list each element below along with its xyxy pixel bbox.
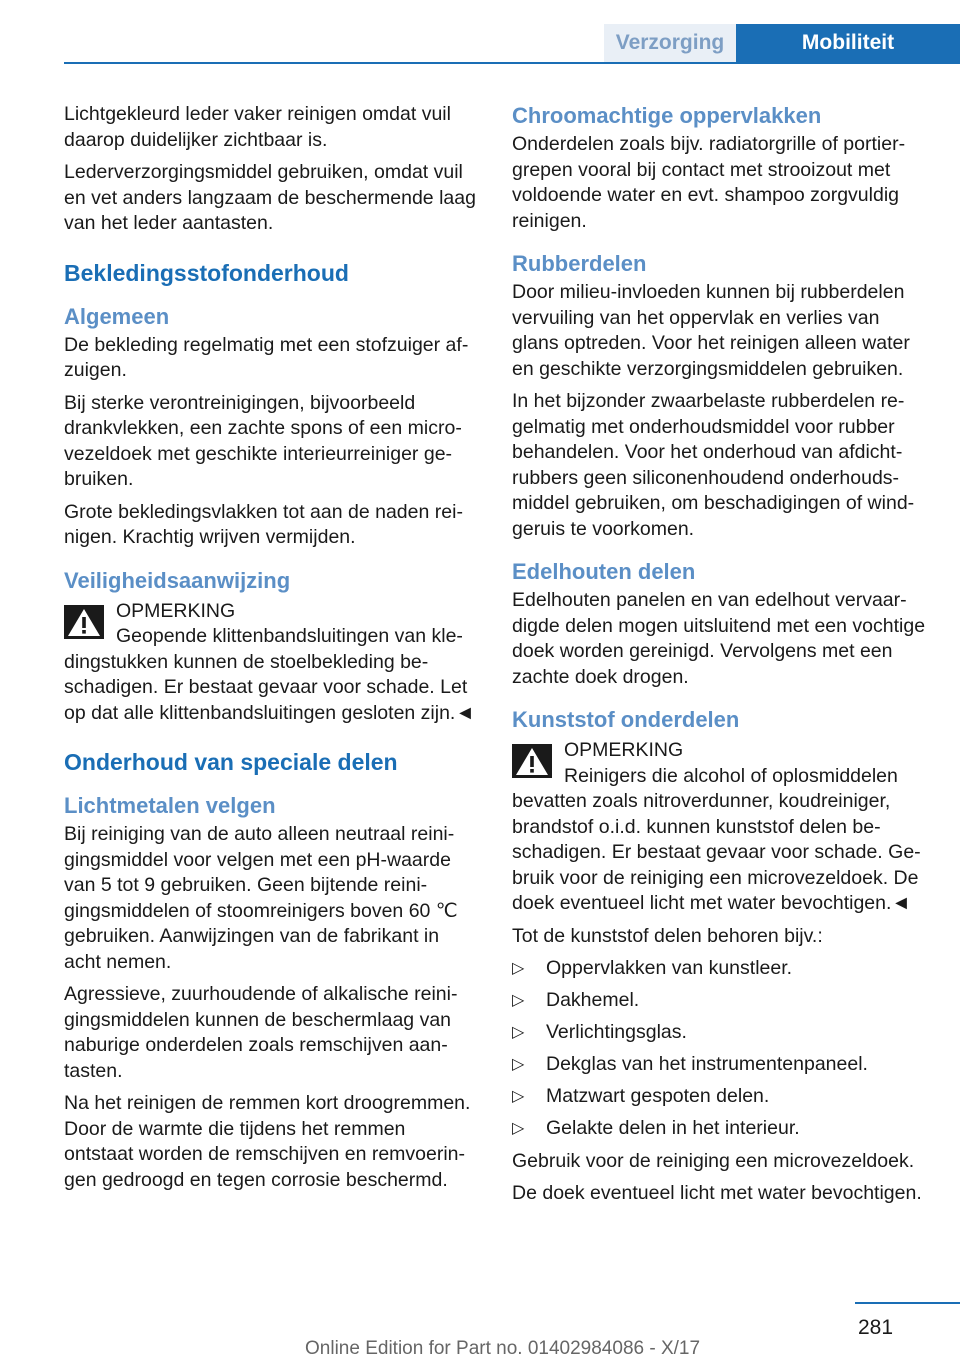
warning-note xyxy=(512,738,926,917)
paragraph: Tot de kunststof delen behoren bijv.: xyxy=(512,924,823,947)
paragraph: Gebruik voor de reiniging een microvezeldoek. xyxy=(512,1149,915,1172)
warning-text: Geopende klittenbandsluitingen van kledingstukken kunnen de stoelbekleding beschadigen. Er bestaat gevaar voor schade. Let op dat alle klittenbandsluitingen gesloten zijn.◄ xyxy=(64,625,475,724)
section-heading-onderhoud: Onderhoud van speciale delen xyxy=(64,749,398,775)
edition-watermark: Online Edition for Part no. 01402984086 - X/17 xyxy=(305,1338,701,1359)
header-divider xyxy=(64,62,960,64)
subheading-veiligheid: Veiligheidsaanwijzing xyxy=(64,567,291,593)
triangle-bullet-icon: ▷ xyxy=(512,1024,525,1042)
triangle-bullet-icon: ▷ xyxy=(512,1120,525,1138)
subheading-lichtmetalen: Lichtmetalen velgen xyxy=(64,793,276,818)
triangle-bullet-icon: ▷ xyxy=(512,992,525,1010)
triangle-bullet-icon: ▷ xyxy=(512,1056,525,1074)
tab-mobiliteit[interactable]: Mobiliteit xyxy=(736,24,960,62)
list-item: ▷ Gelakte delen in het interieur. xyxy=(512,1116,926,1142)
bullet-list xyxy=(512,956,926,1142)
tab-verzorging[interactable]: Verzorging xyxy=(604,24,736,62)
page-number: 281 xyxy=(858,1316,894,1339)
triangle-bullet-icon: ▷ xyxy=(512,1088,525,1106)
paragraph: Lederverzorgingsmiddel gebruiken, omdat vuil en vet anders langzaam de beschermende laag van het leder aantasten. xyxy=(64,161,476,234)
warning-note xyxy=(64,599,478,727)
subheading-rubber: Rubberdelen xyxy=(512,251,647,276)
list-item: ▷ Verlichtingsglas. xyxy=(512,1020,926,1046)
warning-title: OPMERKING xyxy=(116,599,236,622)
warning-title: OPMERKING xyxy=(564,739,684,761)
paragraph: In het bijzonder zwaarbelaste rubberdelen regelmatig met onderhoudsmiddel voor rubber behandelen. Voor het onderhoud van afdichtrubbers geen siliconenhoudend onderhoudsmiddel gebruiken, om beschadigingen of windgeruis te voorkomen. xyxy=(512,390,915,540)
subheading-chroom: Chroomachtige oppervlakken xyxy=(512,103,822,128)
paragraph: Bij reiniging van de auto alleen neutraal reinigingsmiddel voor velgen met een pH-waarde van 5 tot 9 gebruiken. Geen bijtende reinigingsmiddelen of stoomreinigers boven 60 ℃ gebruiken. Aanwijzingen van de fabrikant in acht nemen. xyxy=(64,823,458,973)
right-column xyxy=(512,102,926,1214)
subheading-algemeen: Algemeen xyxy=(64,303,170,329)
left-column xyxy=(64,102,478,1200)
paragraph: Door milieu-invloeden kunnen bij rubberdelen vervuiling van het oppervlak en verlies van glans optreden. Voor het reinigen alleen water en geschikte verzorgingsmiddelen gebruiken. xyxy=(512,281,910,380)
subheading-edelhout: Edelhouten delen xyxy=(512,559,696,584)
paragraph: Na het reinigen de remmen kort droogremmen. Door de warmte die tijdens het remmen ontstaat worden de remschijven en remvoeringen gedroogd en tegen corrosie beschermd. xyxy=(64,1092,471,1191)
paragraph: De doek eventueel licht met water bevochtigen. xyxy=(512,1182,922,1205)
warning-triangle-icon xyxy=(512,744,552,778)
paragraph: Edelhouten panelen en van edelhout vervaardigde delen mogen uitsluitend met een vochtige doek worden gereinigd. Vervolgens met een zachte doek drogen. xyxy=(512,589,926,688)
triangle-bullet-icon: ▷ xyxy=(512,960,525,977)
paragraph: Onderdelen zoals bijv. radiatorgrille of portiergrepen vooral bij contact met strooizout met voldoende water en evt. shampoo zorgvuldig reinigen. xyxy=(512,133,906,232)
paragraph: Grote bekledingsvlakken tot aan de naden reinigen. Krachtig wrijven vermijden. xyxy=(64,500,463,548)
warning-triangle-icon xyxy=(64,605,104,639)
footer-divider xyxy=(855,1302,960,1304)
warning-text: Reinigers die alcohol of oplosmiddelen bevatten zoals nitroverdunner, koudreiniger, brandstof o.i.d. kunnen kunststof delen beschadigen. Er bestaat gevaar voor schade. Gebruik voor de reiniging een microvezeldoek. De doek eventueel licht met water bevochtigen.◄ xyxy=(512,764,921,914)
section-heading-bekleding: Bekledingsstofonderhoud xyxy=(64,259,349,286)
subheading-kunststof: Kunststof onderdelen xyxy=(512,707,740,732)
paragraph: De bekleding regelmatig met een stofzuiger afzuigen. xyxy=(64,333,469,381)
paragraph: Lichtgekleurd leder vaker reinigen omdat vuil daarop duidelijker zichtbaar is. xyxy=(64,103,451,151)
list-item: ▷ Dakhemel. xyxy=(512,988,926,1014)
list-item: ▷ Matzwart gespoten delen. xyxy=(512,1084,926,1110)
paragraph: Agressieve, zuurhoudende of alkalische reinigingsmiddelen kunnen de beschermlaag van naburige onderdelen zoals remschijven aantasten. xyxy=(64,983,458,1082)
list-item: ▷ Dekglas van het instrumentenpaneel. xyxy=(512,1052,926,1078)
page-header xyxy=(0,0,960,62)
paragraph: Bij sterke verontreinigingen, bijvoorbeeld drankvlekken, een zachte spons of een microvezeldoek met geschikte interieurreiniger gebruiken. xyxy=(64,391,462,490)
list-item: ▷ Oppervlakken van kunstleer. xyxy=(512,956,926,982)
